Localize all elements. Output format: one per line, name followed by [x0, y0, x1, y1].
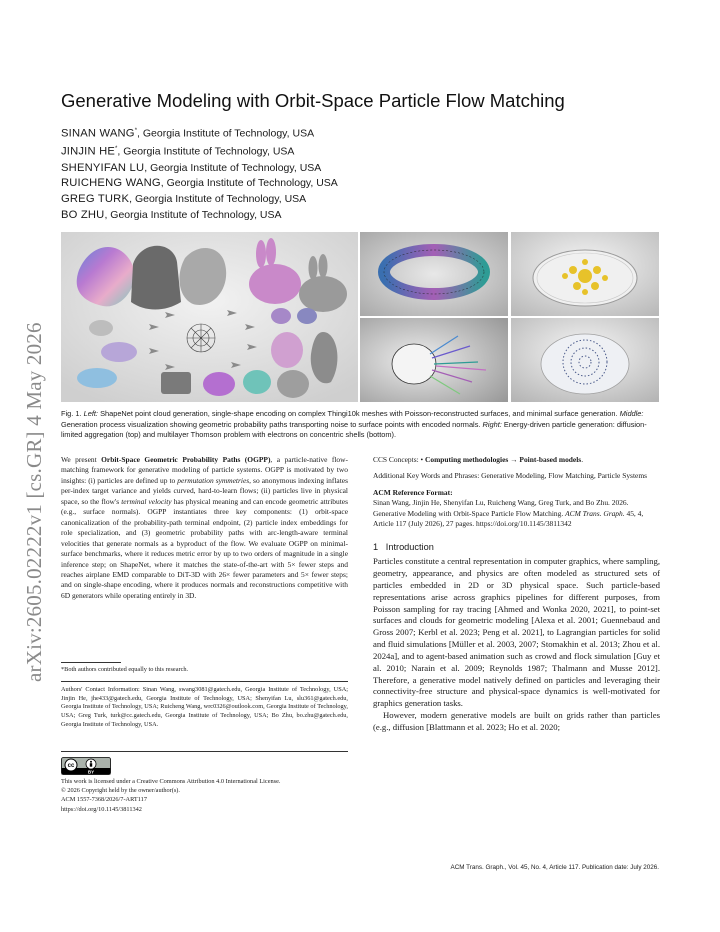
keywords: Additional Key Words and Phrases: Generative Modeling, Flow Matching, Particle Systems	[373, 471, 647, 481]
license-rule	[61, 751, 348, 752]
author-affiliation: , Georgia Institute of Technology, USA	[137, 127, 315, 140]
acm-reference-heading: ACM Reference Format:	[373, 487, 453, 497]
intro-paragraph: Particles constitute a central representation in computer graphics, where sampling, geometry, appearance, and physics are often modeled as structured sets of particles embedded in 2D or 3D physical space. Such particle-based representations arise across graphics pipelines for different purposes, from Poisson sampling for ray tracing [Ahmed and Wonka 2020, 2021], to point-set surfaces and clouds for geometric modeling [Alexa et al. 2001; Guennebaud and Gross 2007; Kerbl et al. 2023; Peng et al. 2021], to Lagrangian particles for solid and fluid simulations [Müller et al. 2003, 2007; Stomakhin et al. 2013; Zhou et al. 2024a], and to agent-based animation such as crowd and flock simulation [Guy et al. 2010; Narain et al. 2009; Reynolds 1987; Thalmann and Musse 2012]. Therefore, a generative model natively defined on particles and leveraging their connectivity-free structure and physical-space dynamics is well-motivated for graphics generation tasks.	[373, 556, 660, 709]
contact-rule	[61, 681, 348, 682]
author-affiliation: , Georgia Institute of Technology, USA	[104, 208, 282, 221]
teaser-figure	[61, 232, 659, 402]
author-name: SINAN WANG	[61, 127, 135, 140]
paper-title: Generative Modeling with Orbit-Space Particle Flow Matching	[61, 90, 565, 111]
caption-right-text: Energy-driven particle generation: diffusion-limited aggregation (top) and multilayer Thomson problem with electrons on concentric shells (bottom).	[61, 419, 647, 440]
abstract: We present Orbit-Space Geometric Probability Paths (OGPP), a particle-native flow-matching framework for generative modeling of particle systems. OGPP is motivated by two insights: (i) particles are defined up to permutation symmetries, so anonymous indexing inflates per-index target variance and yields curved, hard-to-learn flows; (ii) particles live in physical space, so the flow's terminal velocity has physical meaning and can encode geometric attributes (e.g., surface normals). OGPP instantiates three key components: (1) orbit-space canonicalization of the probability-path terminal endpoint, (2) particle index embeddings for role specialization, and (3) geometric probability paths with arc-length-aware terminal velocities that generate normals as a byproduct of the flow. We evaluate OGPP on minimal-surface benchmarks, where it reduces metric error by up to two orders of magnitude in a single inference step; on ShapeNet, where it matches the state-of-the-art with 5× fewer steps and reaches airplane EMD comparable to DiT-3D with 26× fewer parameters and 5× fewer steps; and on single-shape encoding, where it produces normals and reconstructions competitive with 6D generators while operating entirely in 3D.	[61, 455, 349, 600]
figure-right-bottom	[511, 318, 659, 402]
copyright-line: © 2026 Copyright held by the owner/author(s).	[61, 787, 180, 795]
cc-by-badge	[61, 757, 111, 775]
cc-label: cc	[67, 763, 75, 770]
author-affiliation: , Georgia Institute of Technology, USA	[117, 145, 295, 158]
license-line: This work is licensed under a Creative Commons Attribution 4.0 International License.	[61, 778, 281, 785]
ccs-concepts: CCS Concepts: • Computing methodologies → Point-based models.	[373, 455, 584, 464]
author-name: GREG TURK	[61, 193, 130, 206]
ring-sculpture-image	[360, 232, 508, 316]
intro-paragraph-2: However, modern generative models are built on grids rather than particles (e.g., diffusion [Blattmann et al. 2023; Ho et al. 2020;	[373, 710, 660, 732]
equal-contribution-note: *Both authors contributed equally to this research.	[61, 666, 189, 673]
acm-issn-line: ACM 1557-7368/2026/7-ART117	[61, 796, 147, 804]
caption-left-text: ShapeNet point cloud generation, single-shape encoding on complex Thingi10k meshes with Poisson-reconstructed surfaces, and minimal surface generation.	[100, 409, 618, 418]
figure-middle-top	[360, 232, 508, 316]
arxiv-stamp-text: arXiv:2605.02222v1 [cs.GR] 4 May 2026	[22, 322, 46, 682]
doi-line: https://doi.org/10.1145/3811342	[61, 805, 142, 813]
arxiv-stamp	[22, 262, 52, 682]
author-contact-info: Authors' Contact Information: Sinan Wang, swang3081@gatech.edu, Georgia Institute of Technology, USA; Jinjin He, jhe433@gatech.edu, Georgia Institute of Technology, USA; Shenyifan Lu, slu361@gatech.edu, Georgia Institute of Technology, USA; Ruicheng Wang, wrc0326@outlook.com, Georgia Institute of Technology, USA; Greg Turk, turk@cc.gatech.edu, Georgia Institute of Technology, USA; Bo Zhu, bo.zhu@gatech.edu, Georgia Institute of Technology, USA.	[61, 686, 348, 728]
author-name: BO ZHU	[61, 208, 105, 221]
section-heading: 1 Introduction	[373, 541, 434, 552]
caption-right-label: Right:	[482, 419, 502, 429]
author-mark: *	[134, 128, 138, 134]
author-affiliation: , Georgia Institute of Technology, USA	[160, 177, 338, 190]
author-name: SHENYIFAN LU	[61, 161, 145, 174]
caption-middle-text: Generation process visualization showing geometric probability paths transporting noise to surface points with encoded normals.	[61, 419, 481, 429]
author-name: JINJIN HE	[61, 145, 116, 158]
shape-gallery-image	[61, 232, 358, 402]
by-label: BY	[87, 769, 95, 775]
license-block	[61, 777, 348, 814]
left-column	[61, 455, 348, 601]
caption-middle-label: Middle:	[619, 409, 644, 418]
author-affiliation: , Georgia Institute of Technology, USA	[129, 193, 307, 206]
page-footer: ACM Trans. Graph., Vol. 45, No. 4, Article 117. Publication date: July 2026.	[450, 864, 659, 871]
caption-left-label: Left:	[83, 409, 98, 418]
acm-reference: Sinan Wang, Jinjin He, Shenyifan Lu, Ruicheng Wang, Greg Turk, and Bo Zhu. 2026. Generative Modeling with Orbit-Space Particle Flow Matching. ACM Trans. Graph. 45, 4, Article 117 (July 2026), 27 pages. https://doi.org/10.1145/3811342	[373, 498, 644, 529]
author-line	[61, 124, 661, 142]
flow-generation-image	[360, 318, 508, 402]
author-name: RUICHENG WANG	[61, 177, 161, 190]
figure-right-top	[511, 232, 659, 316]
author-line	[61, 208, 661, 224]
dla-petri-dish-image	[511, 232, 659, 316]
abstract-method-name: Orbit-Space Geometric Probability Paths (OGPP)	[101, 455, 271, 464]
thomson-shells-image	[511, 318, 659, 402]
caption-fig-label: Fig. 1.	[61, 409, 82, 418]
figure-caption	[61, 409, 661, 441]
author-line	[61, 176, 661, 192]
footnote-rule	[61, 662, 121, 663]
author-mark: *	[115, 146, 118, 153]
author-line	[61, 161, 661, 177]
author-line	[61, 142, 661, 160]
author-affiliation: , Georgia Institute of Technology, USA	[144, 161, 322, 174]
author-line	[61, 192, 661, 208]
figure-left-panel	[61, 232, 358, 402]
right-column	[373, 455, 660, 734]
author-list	[61, 124, 661, 224]
figure-middle-bottom	[360, 318, 508, 402]
